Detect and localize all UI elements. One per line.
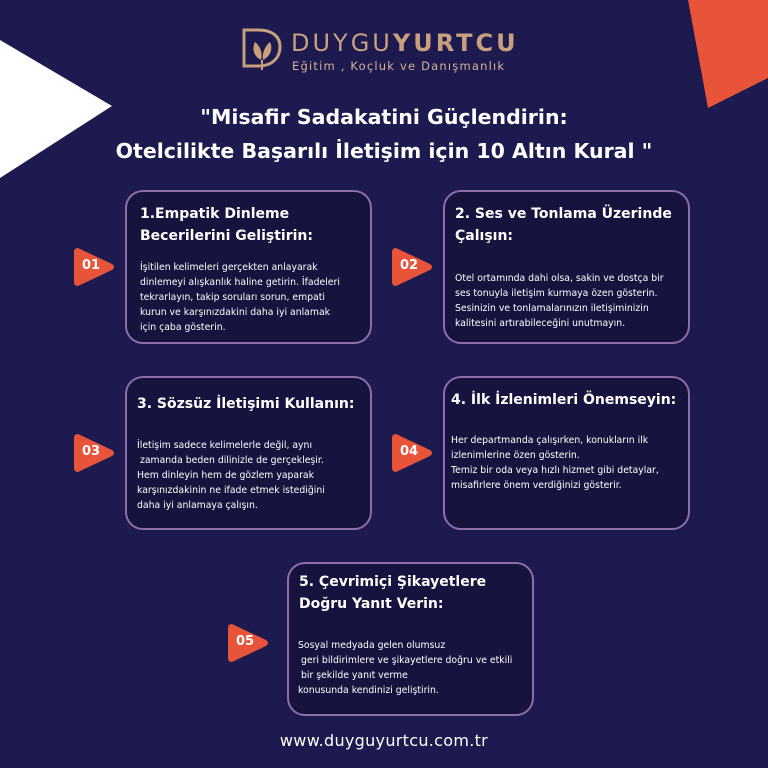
number-badge-04	[390, 430, 436, 476]
number-badge-05	[226, 620, 272, 666]
brand-tagline: Eğitim , Koçluk ve Danışmanlık	[292, 59, 506, 73]
title-line-2: Otelcilikte Başarılı İletişim için 10 Altın Kural "	[115, 139, 653, 163]
website-url: www.duyguyurtcu.com.tr	[279, 731, 489, 750]
rule-card-body: Her departmanda çalışırken, konukların ilk izlenimlerine özen gösterin. Temiz bir oda veya hızlı hizmet gibi detaylar, misafirlere önem verdiğinizi gösterir.	[451, 435, 659, 491]
number-badge-01	[72, 244, 118, 290]
number-badge-02	[390, 244, 436, 290]
badge-number: 03	[81, 444, 101, 459]
brand-name	[291, 29, 519, 57]
rule-card-1	[125, 190, 372, 344]
rule-card-heading: 2. Ses ve Tonlama Üzerinde Çalışın:	[455, 206, 672, 244]
number-badge-03	[72, 430, 118, 476]
badge-number: 04	[399, 444, 419, 459]
badge-number: 05	[235, 634, 255, 649]
brand-name-light: DUYGU	[291, 29, 393, 57]
rule-card-body: İşitilen kelimeleri gerçekten anlayarak dinlemeyi alışkanlık haline getirin. İfadeleri tekrarlayın, takip soruları sorun, empati kurun ve karşınızdakini daha iyi anlamak için çaba gösterin.	[140, 262, 340, 333]
rule-card-heading: 4. İlk İzlenimleri Önemseyin:	[451, 392, 677, 408]
rule-card-heading: 1.Empatik Dinleme Becerilerini Geliştirin:	[140, 206, 313, 244]
rule-card-heading: 3. Sözsüz İletişimi Kullanın:	[137, 396, 355, 412]
rule-card-body: Sosyal medyada gelen olumsuz geri bildirimlere ve şikayetlere doğru ve etkili bir şekilde yanıt verme konusunda kendinizi geliştirin.	[298, 640, 513, 696]
title-line-1: "Misafir Sadakatini Güçlendirin:	[200, 105, 568, 129]
brand-name-bold: YURTCU	[392, 29, 519, 57]
rule-card-heading: 5. Çevrimiçi Şikayetlere Doğru Yanıt Verin:	[299, 574, 487, 612]
badge-number: 02	[399, 258, 419, 273]
badge-number: 01	[81, 258, 101, 273]
rule-card-2	[443, 190, 690, 344]
rule-card-4	[443, 376, 690, 530]
page-title	[0, 100, 768, 168]
rule-card-body: İletişim sadece kelimelerle değil, aynı zamanda beden dilinizle de gerçekleşir. Hem dinleyin hem de gözlem yaparak karşınızdakinin ne ifade etmek istediğini daha iyi anlamaya çalışın.	[137, 440, 325, 511]
orange-corner-decoration	[688, 0, 768, 112]
logo-mark-icon	[240, 26, 286, 76]
rule-card-3	[125, 376, 372, 530]
rule-card-5	[287, 562, 534, 716]
brand-logo	[240, 26, 540, 76]
rule-card-body: Otel ortamında dahi olsa, sakin ve dostça bir ses tonuyla iletişim kurmaya özen gösterin. Sesinizin ve tonlamalarınızın iletişiminizin kalitesini artırabileceğini unutmayın.	[455, 273, 664, 329]
